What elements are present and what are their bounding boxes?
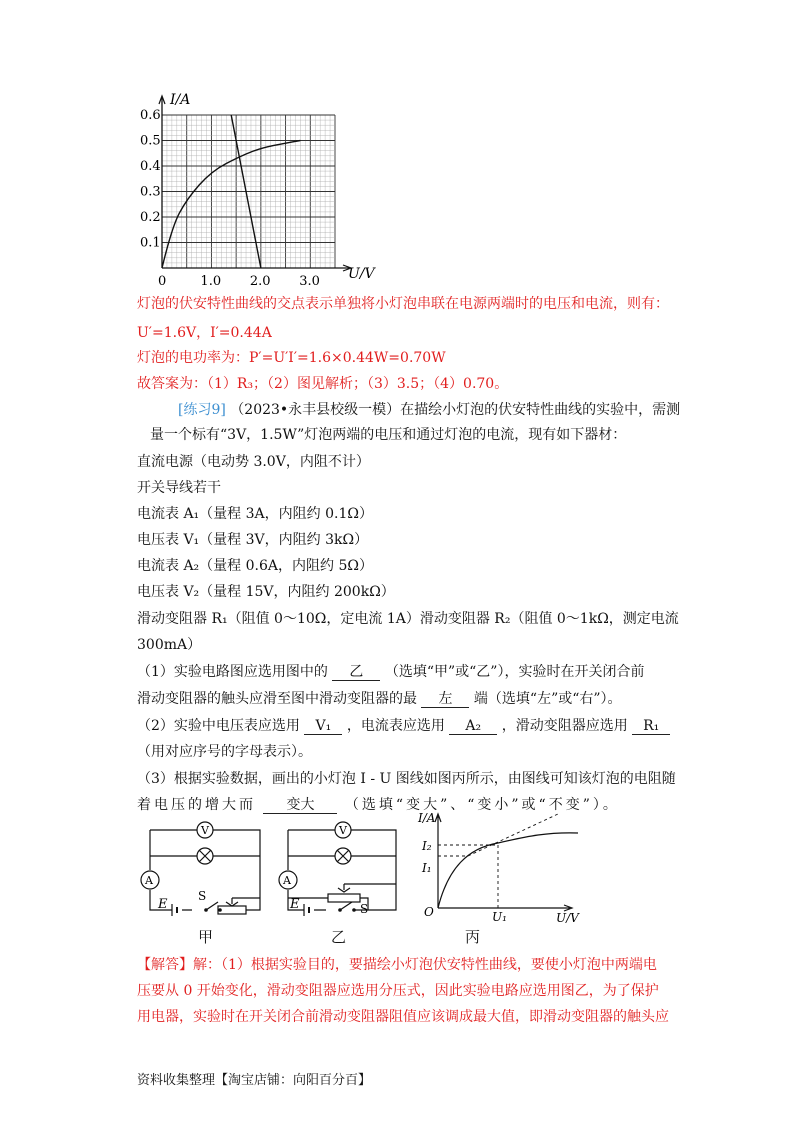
voltmeter-b: V	[339, 824, 347, 837]
answer-blank-1: 乙	[332, 664, 380, 681]
c-ylabel: I/A	[418, 811, 436, 825]
caption-c: 丙	[465, 928, 481, 946]
equipment-4: 电压表 V₁（量程 3V，内阻约 3kΩ）	[137, 532, 369, 548]
answer-blank-4: A₂	[449, 718, 497, 735]
y-tick-label: 0.5	[140, 133, 161, 149]
solution-line-3: 灯泡的电功率为：P′=U′I′=1.6×0.44W=0.70W	[137, 350, 446, 366]
question-1-line-2: 滑动变阻器的触头应滑至图中滑动变阻器的最 左 端（选填“左”或“右”）。	[137, 691, 622, 707]
answer-line-1: 【解答】解：（1）根据实验目的，要描绘小灯泡伏安特性曲线，要使小灯泡中两端电	[137, 957, 657, 973]
y-tick-label: 0.3	[140, 184, 161, 200]
answer-blank-2: 左	[421, 691, 469, 708]
solution-line-4: 故答案为：（1）R₃；（2）图见解析；（3）3.5；（4）0.70。	[137, 376, 509, 392]
equipment-8: 300mA）	[137, 637, 202, 653]
x-tick-label: 1.0	[200, 274, 222, 289]
x-tick-label: 3.0	[299, 274, 320, 289]
graph-c	[408, 808, 598, 926]
circuit-b	[268, 818, 408, 923]
switch-b: S	[360, 902, 369, 916]
solution-line-2: U′=1.6V，I′=0.44A	[137, 325, 272, 341]
circuit-a	[130, 818, 280, 923]
caption-b: 乙	[331, 928, 347, 946]
equipment-5: 电流表 A₂（量程 0.6A，内阻约 5Ω）	[137, 558, 373, 574]
voltmeter-a: V	[201, 824, 209, 837]
emf-a: E	[158, 897, 168, 912]
c-i1-label: I₁	[422, 861, 432, 875]
equipment-6: 电压表 V₂（量程 15V，内阻约 200kΩ）	[137, 584, 395, 600]
question-2-line-1: （2）实验中电压表应选用 V₁ ，电流表应选用 A₂ ，滑动变阻器应选用 R₁	[137, 716, 670, 736]
graph-grid	[159, 96, 351, 271]
switch-a: S	[198, 889, 207, 903]
emf-b: E	[290, 897, 300, 912]
answer-tag: 【解答】	[137, 957, 193, 973]
iv-graph	[130, 90, 380, 290]
footer-text: 资料收集整理【淘宝店铺：向阳百分百】	[137, 1073, 372, 1088]
y-tick-label: 0.2	[140, 210, 161, 225]
x-tick-label: 2.0	[249, 274, 271, 289]
question-3-line-2: 着电压的增大而 变大 （选填“变大”、“变小”或“不变”）。	[137, 797, 620, 813]
c-xlabel: U/V	[556, 911, 579, 925]
equipment-7: 滑动变阻器 R₁（阻值 0～10Ω，定电流 1A）滑动变阻器 R₂（阻值 0～1kΩ，测定电流	[137, 611, 679, 627]
equipment-2: 开关导线若干	[137, 480, 221, 496]
question-2-line-2: （用对应序号的字母表示）。	[137, 744, 312, 760]
exercise-intro-1: （2023•永丰县校级一模）在描绘小灯泡的伏安特性曲线的实验中，需测	[230, 402, 681, 418]
y-axis-label: I/A	[170, 92, 191, 108]
answer-line-3: 用电器，实验时在开关闭合前滑动变阻器阻值应该调成最大值，即滑动变阻器的触头应	[137, 1009, 669, 1025]
exercise-intro-2: 量一个标有“3V，1.5W”灯泡两端的电压和通过灯泡的电流，现有如下器材：	[150, 427, 627, 443]
answer-blank-5: R₁	[632, 718, 670, 735]
y-tick-label: 0.6	[140, 108, 161, 123]
answer-blank-3: V₁	[304, 718, 342, 735]
caption-a: 甲	[198, 928, 214, 946]
c-i2-label: I₂	[422, 839, 432, 853]
answer-blank-6: 变大	[263, 797, 337, 814]
question-3-line-1: （3）根据实验数据，画出的小灯泡 I - U 图线如图丙所示，由图线可知该灯泡的电阻随	[137, 771, 676, 787]
c-u1-label: U₁	[492, 910, 507, 924]
equipment-3: 电流表 A₁（量程 3A，内阻约 0.1Ω）	[137, 506, 373, 522]
x-axis-label: U/V	[348, 266, 375, 282]
equipment-1: 直流电源（电动势 3.0V，内阻不计）	[137, 454, 370, 470]
answer-line-2: 压要从 0 开始变化，滑动变阻器应选用分压式，因此实验电路应选用图乙，为了保护	[137, 983, 659, 999]
ammeter-a: A	[145, 874, 153, 887]
ammeter-b: A	[283, 874, 291, 887]
y-tick-label: 0.4	[140, 159, 161, 174]
exercise-tag: [练习9]	[178, 402, 226, 418]
x-tick-label: 0	[158, 274, 167, 289]
y-tick-label: 0.1	[140, 235, 161, 251]
solution-line-1: 灯泡的伏安特性曲线的交点表示单独将小灯泡串联在电源两端时的电压和电流，则有：	[137, 296, 669, 312]
question-1-line-1: （1）实验电路图应选用图中的 乙 （选填“甲”或“乙”），实验时在开关闭合前	[137, 664, 645, 680]
c-origin: O	[424, 905, 434, 919]
